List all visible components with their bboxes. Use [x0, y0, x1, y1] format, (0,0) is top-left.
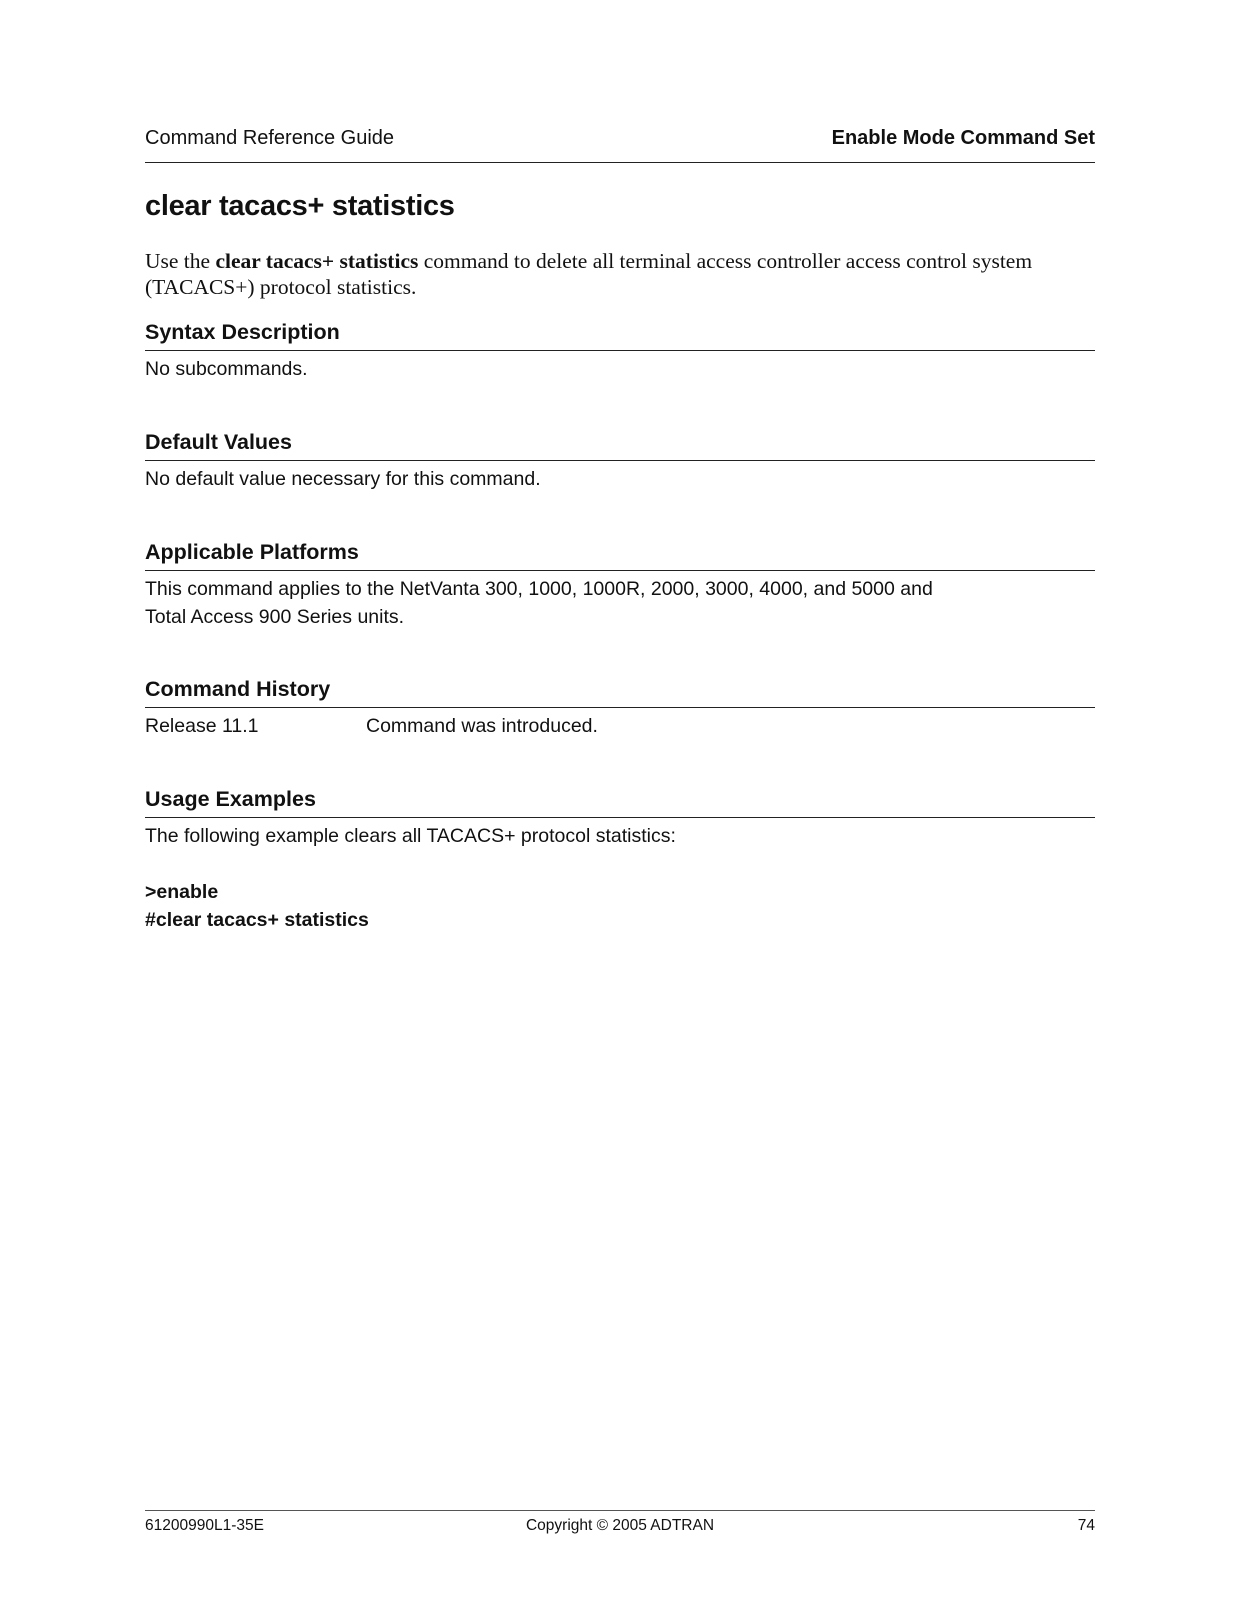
- usage-text: The following example clears all TACACS+ protocol statistics:: [145, 825, 676, 847]
- defaults-text: No default value necessary for this command.: [145, 468, 541, 490]
- syntax-heading: Syntax Description: [145, 320, 1095, 351]
- history-section: [145, 677, 1095, 740]
- platforms-heading: Applicable Platforms: [145, 540, 1095, 571]
- section-title: Enable Mode Command Set: [831, 127, 1095, 149]
- history-release: Release 11.1: [145, 715, 259, 737]
- usage-section: [145, 787, 1095, 934]
- platforms-text: [145, 575, 1095, 631]
- defaults-section: [145, 430, 1095, 493]
- defaults-heading: Default Values: [145, 430, 1095, 461]
- command-intro: [145, 248, 1090, 300]
- syntax-text: No subcommands.: [145, 358, 308, 380]
- guide-title: Command Reference Guide: [145, 127, 395, 149]
- doc-number: 61200990L1-35E: [145, 1517, 264, 1534]
- intro-suffix: command to delete all terminal access controller access control system (TACACS+) protocol statistics.: [145, 249, 1033, 299]
- copyright: Copyright © 2005 ADTRAN: [525, 1517, 715, 1534]
- platforms-line-2: Total Access 900 Series units.: [145, 606, 405, 628]
- page-header: [145, 127, 1095, 163]
- code-example: [145, 878, 1095, 934]
- syntax-section: [145, 320, 1095, 383]
- history-description: Command was introduced.: [366, 715, 598, 737]
- platforms-section: [145, 540, 1095, 631]
- history-row: [145, 712, 1095, 740]
- usage-heading: Usage Examples: [145, 787, 1095, 818]
- page-number: 74: [1077, 1517, 1095, 1534]
- code-line: >enable: [145, 881, 219, 903]
- page-footer: [145, 1510, 1095, 1541]
- platforms-line-1: This command applies to the NetVanta 300, 1000, 1000R, 2000, 3000, 4000, and 5000 and: [145, 578, 933, 600]
- intro-command-name: clear tacacs+ statistics: [215, 249, 419, 273]
- code-line: #clear tacacs+ statistics: [145, 909, 369, 931]
- intro-prefix: Use the: [145, 249, 216, 273]
- history-heading: Command History: [145, 677, 1095, 708]
- command-title: clear tacacs+ statistics: [145, 190, 455, 222]
